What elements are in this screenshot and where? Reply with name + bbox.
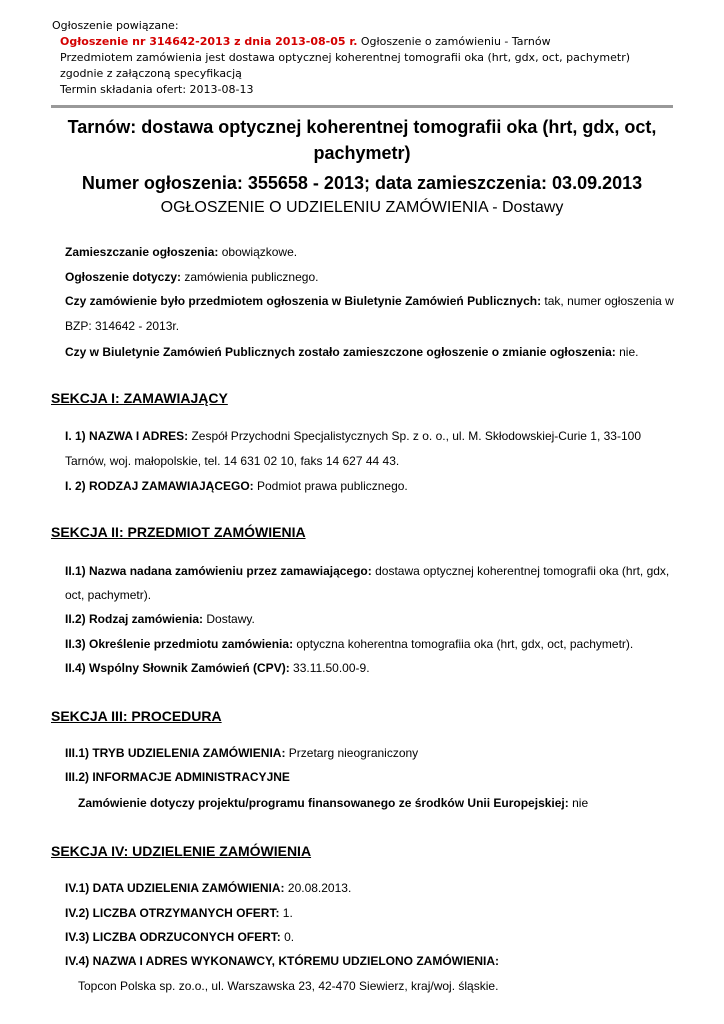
section-row: I. 1) NAZWA I ADRES: Zespół Przychodni Specjalistycznych Sp. z o. o., ul. M. Skłodowskiej-Curie 1, 33-100 [65, 429, 641, 443]
section-row: Tarnów, woj. małopolskie, tel. 14 631 02 10, faks 14 627 44 43. [65, 454, 400, 468]
section-row: II.2) Rodzaj zamówienia: Dostawy. [65, 612, 255, 626]
section-row: I. 2) RODZAJ ZAMAWIAJĄCEGO: Podmiot prawa publicznego. [65, 479, 408, 493]
related-notice-box [52, 18, 672, 98]
related-heading: Ogłoszenie powiązane: [52, 19, 179, 32]
notice-number: Numer ogłoszenia: 355658 - 2013; data zamieszczenia: 03.09.2013 [81, 173, 643, 193]
intro-row: BZP: 314642 - 2013r. [65, 319, 180, 333]
intro-row: Czy zamówienie było przedmiotem ogłoszenia w Biuletynie Zamówień Publicznych: tak, numer ogłoszenia w [65, 294, 674, 308]
section-row: IV.4) NAZWA I ADRES WYKONAWCY, KTÓREMU UDZIELONO ZAMÓWIENIA: [65, 954, 499, 968]
related-link-line [52, 34, 672, 50]
section-3-heading: SEKCJA III: PROCEDURA [51, 708, 222, 724]
intro-row: Czy w Biuletynie Zamówień Publicznych zostało zamieszczone ogłoszenie o zmianie ogłoszenia: nie. [65, 345, 639, 359]
section-row: oct, pachymetr). [65, 588, 152, 602]
section-row: II.1) Nazwa nadana zamówieniu przez zamawiającego: dostawa optycznej koherentnej tomografii oka (hrt, gdx, [65, 564, 670, 578]
section-row: IV.2) LICZBA OTRZYMANYCH OFERT: 1. [65, 906, 293, 920]
header-divider [51, 105, 673, 108]
notice-title-block [51, 114, 673, 220]
section-row: II.4) Wspólny Słownik Zamówień (CPV): 33.11.50.00-9. [65, 661, 370, 675]
section-4-heading: SEKCJA IV: UDZIELENIE ZAMÓWIENIA [51, 843, 312, 859]
related-notice-link[interactable]: Ogłoszenie nr 314642-2013 z dnia 2013-08-05 r. [60, 35, 358, 48]
related-link-suffix: Ogłoszenie o zamówieniu - Tarnów [357, 35, 551, 48]
section-row: II.3) Określenie przedmiotu zamówienia: optyczna koherentna tomografiia oka (hrt, gdx, oct, pachymetr). [65, 637, 634, 651]
section-row: Topcon Polska sp. zo.o., ul. Warszawska 23, 42-470 Siewierz, kraj/woj. śląskie. [78, 979, 499, 993]
section-row: IV.1) DATA UDZIELENIA ZAMÓWIENIA: 20.08.2013. [65, 881, 352, 895]
notice-title: Tarnów: dostawa optycznej koherentnej tomografii oka (hrt, gdx, oct, pachymetr) [67, 117, 657, 163]
section-2-heading: SEKCJA II: PRZEDMIOT ZAMÓWIENIA [51, 524, 306, 540]
intro-row: Ogłoszenie dotyczy: zamówienia publicznego. [65, 270, 319, 284]
notice-type: OGŁOSZENIE O UDZIELENIU ZAMÓWIENIA - Dostawy [160, 199, 564, 216]
section-row: IV.3) LICZBA ODRZUCONYCH OFERT: 0. [65, 930, 295, 944]
section-row: III.2) INFORMACJE ADMINISTRACYJNE [65, 770, 290, 784]
related-description: Przedmiotem zamówienia jest dostawa optycznej koherentnej tomografii oka (hrt, gdx, oct, pachymetr) zgodnie z załączoną specyfikacją [60, 51, 631, 80]
section-row: Zamówienie dotyczy projektu/programu finansowanego ze środków Unii Europejskiej: nie [78, 796, 589, 810]
section-1-heading: SEKCJA I: ZAMAWIAJĄCY [51, 390, 228, 406]
section-row: III.1) TRYB UDZIELENIA ZAMÓWIENIA: Przetarg nieograniczony [65, 746, 419, 760]
intro-row: Zamieszczanie ogłoszenia: obowiązkowe. [65, 245, 298, 259]
related-deadline: Termin składania ofert: 2013-08-13 [60, 83, 254, 96]
